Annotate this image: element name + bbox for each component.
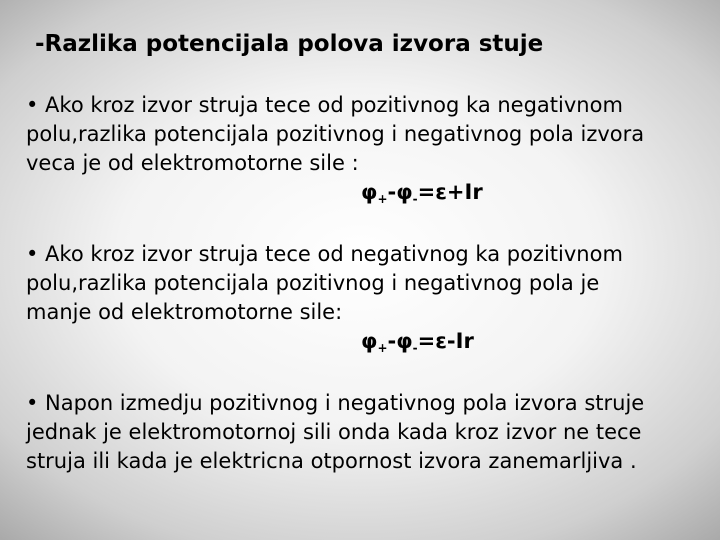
bullet-2-line-2: polu,razlika potencijala pozitivnog i negativnog pola je [26,271,600,295]
bullet-3-line-1: • Napon izmedju pozitivnog i negativnog pola izvora struje [26,391,645,415]
formula-2-phi: φ [361,329,378,353]
formula-2-sub-minus: - [412,341,418,355]
formula-1-sub-plus: + [377,192,388,206]
bullet-3-line-3: struja ili kada je elektricna otpornost izvora zanemarljiva . [26,449,637,473]
slide-title: -Razlika potencijala polova izvora stuje [35,31,544,57]
formula-1 [26,178,706,207]
bullet-3-line-2: jednak je elektromotornoj sili onda kada kroz izvor ne tece [26,420,642,444]
bullet-2-line-1: • Ako kroz izvor struja tece od negativnog ka pozitivnom [26,242,623,266]
formula-1-rhs: =ε+Ir [417,180,483,204]
bullet-1-line-2: polu,razlika potencijala pozitivnog i negativnog pola izvora [26,122,645,146]
bullet-item-3 [26,389,706,476]
formula-1-minus-phi: -φ [387,180,413,204]
formula-2 [26,327,706,356]
bullet-item-1 [26,91,706,207]
bullet-2-line-3: manje od elektromotorne sile: [26,300,343,324]
formula-2-sub-plus: + [377,341,388,355]
bullet-item-2 [26,240,706,356]
formula-1-sub-minus: - [412,192,418,206]
bullet-1-line-3: veca je od elektromotorne sile : [26,151,359,175]
formula-2-rhs: =ε-Ir [417,329,474,353]
formula-2-minus-phi: -φ [387,329,413,353]
bullet-1-line-1: • Ako kroz izvor struja tece od pozitivnog ka negativnom [26,93,623,117]
bullet-list [26,91,706,476]
formula-1-phi: φ [361,180,378,204]
